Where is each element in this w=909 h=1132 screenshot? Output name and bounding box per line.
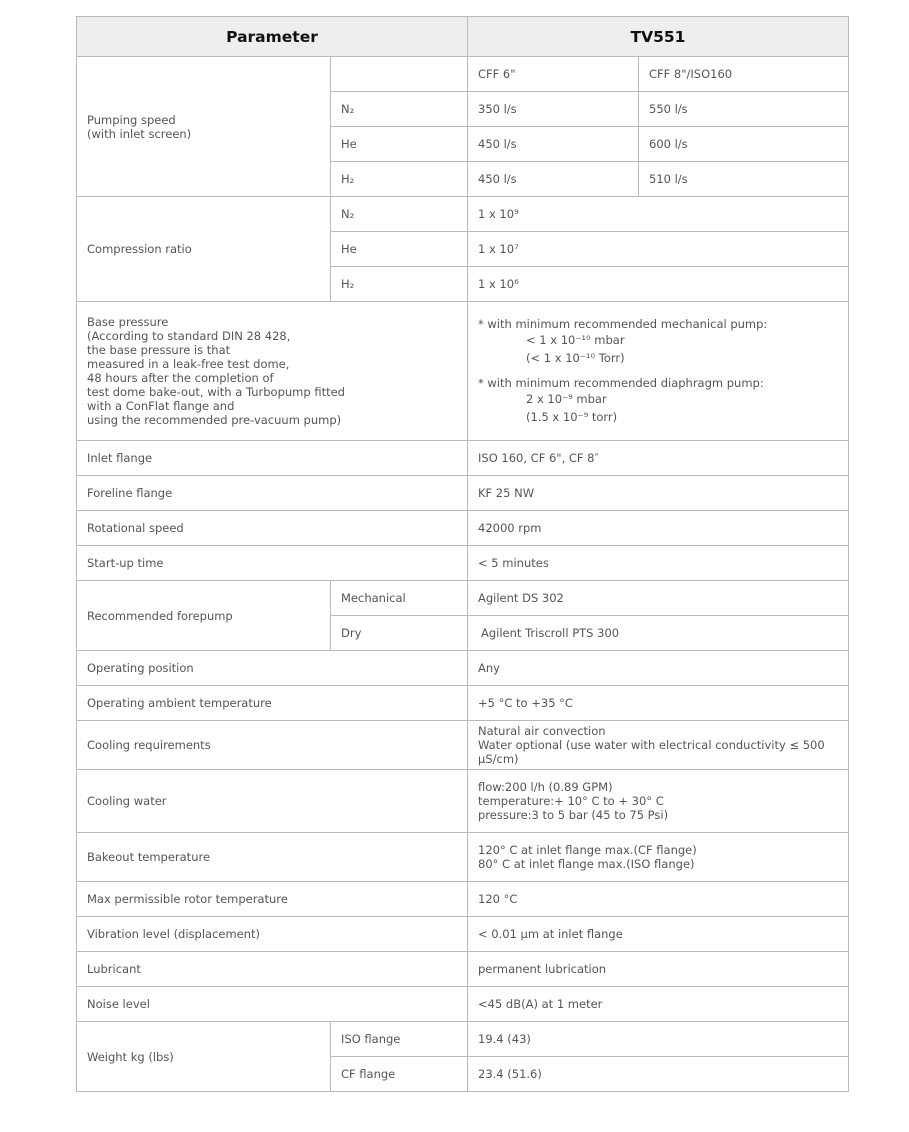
weight-value: 23.4 (51.6) xyxy=(468,1057,849,1092)
table-row xyxy=(77,833,849,882)
forepump-label: Recommended forepump xyxy=(77,581,331,651)
startup-time-label: Start-up time xyxy=(77,546,468,581)
forepump-type: Dry xyxy=(331,616,468,651)
ambient-temp-value: +5 °C to +35 °C xyxy=(468,686,849,721)
speed-value: 450 l/s xyxy=(468,127,639,162)
table-row xyxy=(77,882,849,917)
mech-pump-heading: * with minimum recommended mechanical pump: xyxy=(478,316,768,331)
rotational-speed-value: 42000 rpm xyxy=(468,511,849,546)
speed-value: 450 l/s xyxy=(468,162,639,197)
weight-label: Weight kg (lbs) xyxy=(77,1022,331,1092)
header-model: TV551 xyxy=(468,17,849,57)
vibration-label: Vibration level (displacement) xyxy=(77,917,468,952)
bakeout-value: 120° C at inlet flange max.(CF flange) 80° C at inlet flange max.(ISO flange) xyxy=(468,833,849,882)
table-row xyxy=(77,651,849,686)
gas-label: H₂ xyxy=(331,267,468,302)
cooling-req-value: Natural air convection Water optional (use water with electrical conductivity ≤ 500 µS/cm) xyxy=(468,721,849,770)
table-row xyxy=(77,1022,849,1057)
ambient-temp-label: Operating ambient temperature xyxy=(77,686,468,721)
gas-label: He xyxy=(331,127,468,162)
dia-mbar: 2 x 10⁻⁹ mbar xyxy=(526,391,607,406)
rotational-speed-label: Rotational speed xyxy=(77,511,468,546)
forepump-type: Mechanical xyxy=(331,581,468,616)
gas-label: He xyxy=(331,232,468,267)
compression-value: 1 x 10⁷ xyxy=(468,232,849,267)
table-row xyxy=(77,511,849,546)
noise-value: <45 dB(A) at 1 meter xyxy=(468,987,849,1022)
table-row xyxy=(77,721,849,770)
weight-type: ISO flange xyxy=(331,1022,468,1057)
col-cf8-header: CFF 8"/ISO160 xyxy=(639,57,849,92)
table-row xyxy=(77,57,849,92)
speed-value: 600 l/s xyxy=(639,127,849,162)
table-row xyxy=(77,686,849,721)
inlet-flange-label: Inlet flange xyxy=(77,441,468,476)
dia-torr: (1.5 x 10⁻⁹ torr) xyxy=(526,409,618,424)
lubricant-label: Lubricant xyxy=(77,952,468,987)
gas-label: N₂ xyxy=(331,197,468,232)
table-row xyxy=(77,302,849,441)
table-row xyxy=(77,546,849,581)
table-row xyxy=(77,917,849,952)
gas-label: N₂ xyxy=(331,92,468,127)
operating-position-label: Operating position xyxy=(77,651,468,686)
table-row xyxy=(77,197,849,232)
bakeout-label: Bakeout temperature xyxy=(77,833,468,882)
table-row xyxy=(77,581,849,616)
mech-torr: (< 1 x 10⁻¹⁰ Torr) xyxy=(526,350,625,365)
base-pressure-value xyxy=(468,302,849,441)
operating-position-value: Any xyxy=(468,651,849,686)
pumping-speed-label: Pumping speed (with inlet screen) xyxy=(77,57,331,197)
table-row xyxy=(77,952,849,987)
gas-label: H₂ xyxy=(331,162,468,197)
cooling-water-value: flow:200 l/h (0.89 GPM) temperature:+ 10° C to + 30° C pressure:3 to 5 bar (45 to 75 Psi) xyxy=(468,770,849,833)
mech-mbar: < 1 x 10⁻¹⁰ mbar xyxy=(526,332,625,347)
weight-value: 19.4 (43) xyxy=(468,1022,849,1057)
header-row xyxy=(77,17,849,57)
rotor-temp-value: 120 °C xyxy=(468,882,849,917)
compression-value: 1 x 10⁶ xyxy=(468,267,849,302)
inlet-flange-value: ISO 160, CF 6", CF 8″ xyxy=(468,441,849,476)
speed-value: 550 l/s xyxy=(639,92,849,127)
forepump-value: Agilent DS 302 xyxy=(468,581,849,616)
base-pressure-label: Base pressure (According to standard DIN 28 428, the base pressure is that measured in a leak-free test dome, 48 hours after the completion of test dome bake-out, with a Turbopump fitted with a ConFlat flange and using the recommended pre-vacuum pump) xyxy=(77,302,468,441)
table-row xyxy=(77,987,849,1022)
empty-cell xyxy=(331,57,468,92)
foreline-flange-label: Foreline flange xyxy=(77,476,468,511)
header-parameter: Parameter xyxy=(77,17,468,57)
startup-time-value: < 5 minutes xyxy=(468,546,849,581)
weight-type: CF flange xyxy=(331,1057,468,1092)
speed-value: 350 l/s xyxy=(468,92,639,127)
table-row xyxy=(77,476,849,511)
forepump-value: Agilent Triscroll PTS 300 xyxy=(468,616,849,651)
compression-label: Compression ratio xyxy=(77,197,331,302)
lubricant-value: permanent lubrication xyxy=(468,952,849,987)
table-row xyxy=(77,770,849,833)
speed-value: 510 l/s xyxy=(639,162,849,197)
cooling-water-label: Cooling water xyxy=(77,770,468,833)
rotor-temp-label: Max permissible rotor temperature xyxy=(77,882,468,917)
cooling-req-label: Cooling requirements xyxy=(77,721,468,770)
foreline-flange-value: KF 25 NW xyxy=(468,476,849,511)
noise-label: Noise level xyxy=(77,987,468,1022)
spec-table xyxy=(76,16,849,1092)
compression-value: 1 x 10⁹ xyxy=(468,197,849,232)
vibration-value: < 0.01 µm at inlet flange xyxy=(468,917,849,952)
table-row xyxy=(77,441,849,476)
diaphragm-pump-heading: * with minimum recommended diaphragm pump: xyxy=(478,375,764,390)
col-cf6-header: CFF 6" xyxy=(468,57,639,92)
